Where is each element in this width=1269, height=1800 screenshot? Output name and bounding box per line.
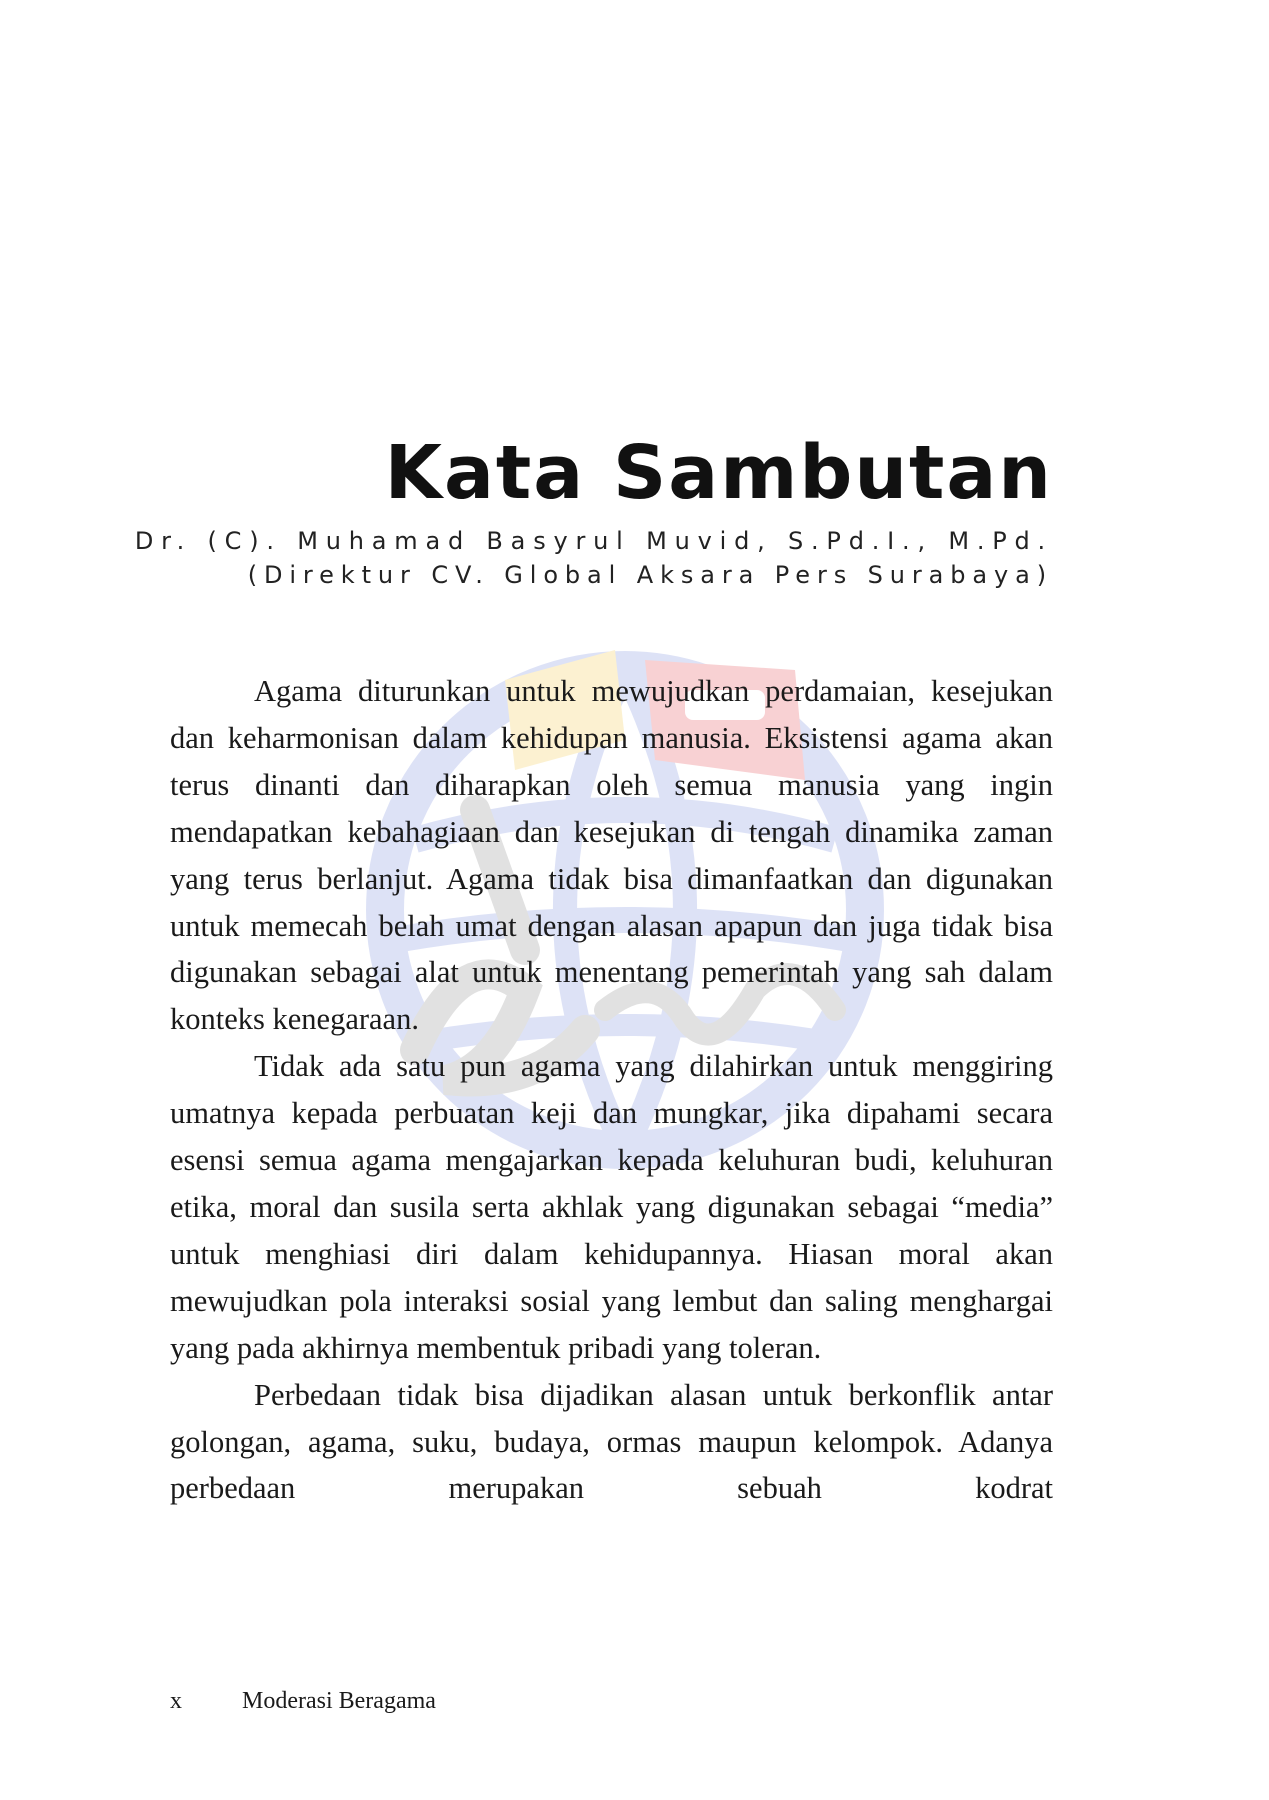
page-number: x: [170, 1688, 182, 1714]
running-title: Moderasi Beragama: [242, 1688, 436, 1714]
paragraph: Perbedaan tidak bisa dijadikan alasan untuk berkonflik antar golongan, agama, suku, budaya, ormas maupun kelompok. Adanya perbedaan merupakan sebuah kodrat: [170, 1377, 1053, 1506]
author-affiliation: (Direktur CV. Global Aksara Pers Surabaya): [247, 561, 1053, 589]
page-footer: [170, 1688, 436, 1715]
body-text: [170, 668, 1053, 1512]
section-header: [135, 428, 1053, 592]
section-title: Kata Sambutan: [384, 430, 1053, 516]
paragraph: Agama diturunkan untuk mewujudkan perdamaian, kesejukan dan keharmonisan dalam kehidupan manusia. Eksistensi agama akan terus dinanti dan diharapkan oleh semua manusia yang ingin mendapatkan kebahagiaan dan kesejukan di tengah dinamika zaman yang terus berlanjut. Agama tidak bisa dimanfaatkan dan digunakan untuk memecah belah umat dengan alasan apapun dan juga tidak bisa digunakan sebagai alat untuk menentang pemerintah yang sah dalam konteks kenegaraan.: [170, 674, 1053, 1037]
author-name: Dr. (C). Muhamad Basyrul Muvid, S.Pd.I., M.Pd.: [134, 527, 1053, 555]
paragraph: Tidak ada satu pun agama yang dilahirkan untuk menggiring umatnya kepada perbuatan keji dan mungkar, jika dipahami secara esensi semua agama mengajarkan kepada keluhuran budi, keluhuran etika, moral dan susila serta akhlak yang digunakan sebagai “media” untuk menghiasi diri dalam kehidupannya. Hiasan moral akan mewujudkan pola interaksi sosial yang lembut dan saling menghargai yang pada akhirnya membentuk pribadi yang toleran.: [170, 1049, 1053, 1365]
